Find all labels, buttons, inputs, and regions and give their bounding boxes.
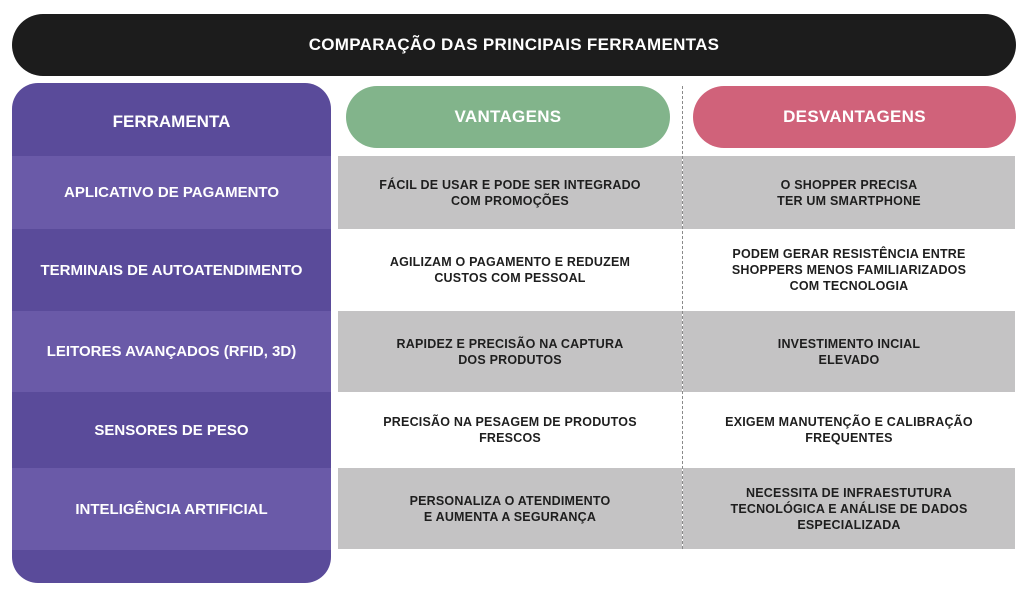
tools-column [12,83,331,583]
tool-label-weight-sensors: SENSORES DE PESO [94,421,249,439]
tool-label-artificial-intelligence: INTELIGÊNCIA ARTIFICIAL [12,468,331,550]
advantage-cell-weight-sensors: PRECISÃO NA PESAGEM DE PRODUTOS FRESCOS [383,415,637,445]
disadvantages-header: DESVANTAGENS [693,86,1016,148]
disadvantage-cell-payment-app: O SHOPPER PRECISA TER UM SMARTPHONE [683,156,1015,229]
advantage-cell-artificial-intelligence: PERSONALIZA O ATENDIMENTO E AUMENTA A SEGURANÇA [338,468,682,549]
advantage-cell-payment-app: FÁCIL DE USAR E PODE SER INTEGRADO COM PROMOÇÕES [338,156,682,229]
disadvantage-cell-advanced-readers: INVESTIMENTO INCIAL ELEVADO [683,311,1015,392]
disadvantage-cell-self-checkout: PODEM GERAR RESISTÊNCIA ENTRE SHOPPERS MENOS FAMILIARIZADOS COM TECNOLOGIA [731,247,967,293]
tool-column-header: FERRAMENTA [112,112,231,131]
tool-label-self-checkout: TERMINAIS DE AUTOATENDIMENTO [40,261,303,279]
disadvantage-cell-weight-sensors: EXIGEM MANUTENÇÃO E CALIBRAÇÃO FREQUENTES [725,415,973,445]
tool-label-payment-app: APLICATIVO DE PAGAMENTO [12,156,331,229]
tool-label-advanced-readers: LEITORES AVANÇADOS (RFID, 3D) [12,311,331,392]
advantage-cell-self-checkout: AGILIZAM O PAGAMENTO E REDUZEM CUSTOS COM PESSOAL [389,255,631,285]
page-title: COMPARAÇÃO DAS PRINCIPAIS FERRAMENTAS [12,14,1016,76]
advantage-cell-advanced-readers: RAPIDEZ E PRECISÃO NA CAPTURA DOS PRODUTOS [338,311,682,392]
advantages-header: VANTAGENS [346,86,670,148]
disadvantage-cell-artificial-intelligence: NECESSITA DE INFRAESTUTURA TECNOLÓGICA E ANÁLISE DE DADOS ESPECIALIZADA [683,468,1015,549]
